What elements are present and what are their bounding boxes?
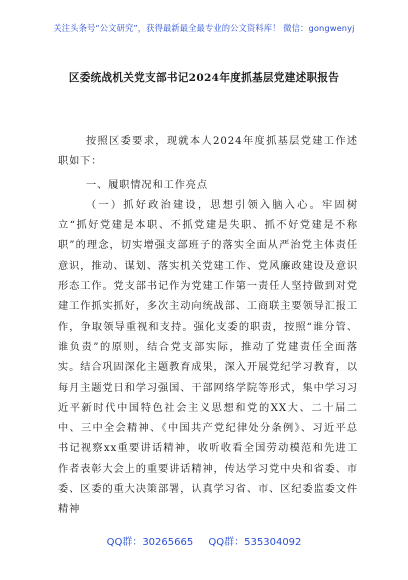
body-paragraph: （一）抓好政治建设，思想引领入脑入心。牢固树立“抓好党建是本职、不抓党建是失职、抓不好党建是不称职”的理念，切实增强支部班子的落实全面从严治党主体责任意识，推动、谋划、落实机关党建工作、党风廉政建设及意识形态工作。党支部书记作为党建工作第一责任人坚持做到对党建工作抓实抓好，多次主动向统战部、工商联主要领导汇报工作，争取领导重视和支持。强化支委的职责，按照“谁分管、谁负责”的原则，结合党支部实际，推动了党建责任全面落实。结合巩固深化主题教育成果，深入开展党纪学习教育，以每月主题党日和学习强国、干部网络学院等形式，集中学习习近平新时代中国特色社会主义思想和党的XX大、二十届二中、三中全会精神、《中国共产党纪律处分条例》、习近平总书记视察xx重要讲话精神，收听收看全国劳动模范和先进工作者表彰大会上的重要讲话精神，传达学习党中央和省委、市委、区委的重大决策部署，认真学习省、市、区纪委监委文件精神 bbox=[58, 199, 358, 516]
qq-group-2: QQ群：535304092 bbox=[208, 537, 302, 548]
document-title: 区委统战机关党支部书记2024年度抓基层党建述职报告 bbox=[68, 72, 340, 84]
qq-group-1: QQ群：30265665 bbox=[106, 537, 194, 548]
header-banner: 关注头条号“公文研究”，获得最新最全最专业的公文资料库！ 微信：gongwenyj bbox=[53, 23, 355, 33]
section-heading: 一、履职情况和工作亮点 bbox=[86, 179, 208, 191]
document-body bbox=[58, 132, 358, 521]
footer-contact bbox=[0, 533, 408, 548]
intro-paragraph: 按照区委要求，现就本人2024年度抓基层党建工作述职如下： bbox=[58, 136, 358, 168]
